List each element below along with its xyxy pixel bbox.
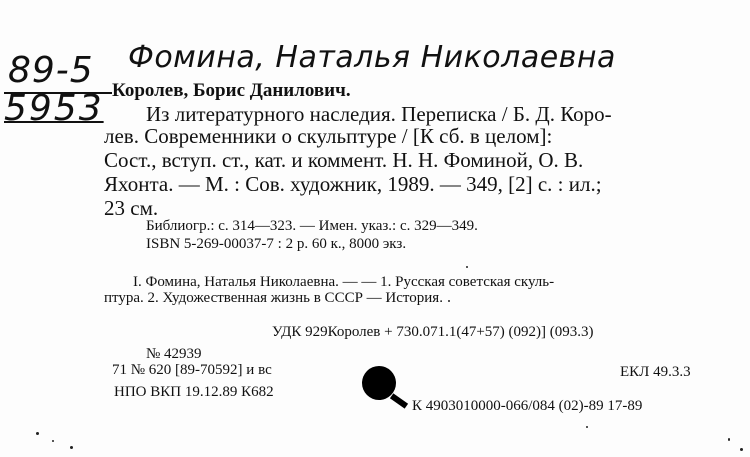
body-line: Сост., вступ. ст., кат. и коммент. Н. Н. Фоминой, О. В. [104, 148, 584, 172]
speck [728, 438, 730, 441]
body-line: лев. Современники о скульптуре / [К сб. в целом]: [104, 124, 553, 148]
handwritten-call-number-bottom: 5953 [4, 88, 104, 129]
tracing-line: птура. 2. Художественная жизнь в СССР — История. [104, 290, 443, 306]
ekl-classification: ЕКЛ 49.3.3 [620, 364, 691, 380]
order-number: 71 № 620 [89-70592] и вс [112, 362, 272, 378]
speck [740, 448, 743, 451]
body-line: 23 см. [104, 196, 159, 220]
body-line: Из литературного наследия. Переписка / Б. Д. Коро- [146, 102, 612, 126]
handwritten-call-number-top: 89-5 [8, 50, 94, 91]
body-line: Яхонта. — М. : Сов. художник, 1989. — 349, [2] с. : ил.; [104, 172, 602, 196]
speck [466, 266, 468, 268]
speck [70, 446, 73, 449]
bibliography-note: Библиогр.: с. 314—323. — Имен. указ.: с. 329—349. [146, 218, 478, 234]
handwritten-compiler-name: Фомина, Наталья Николаевна [128, 40, 616, 75]
ink-blot-tail [390, 393, 408, 408]
tracing-line: I. Фомина, Наталья Николаевна. — — 1. Русская советская скуль- [133, 274, 555, 290]
udk-classification: УДК 929Королев + 730.071.1(47+57) (092)] (093.3) [272, 324, 594, 340]
speck [448, 300, 450, 302]
speck [36, 432, 39, 435]
speck [586, 426, 588, 428]
card-number: № 42939 [146, 346, 202, 362]
k-code: К 4903010000-066/084 (02)-89 17-89 [412, 398, 643, 414]
isbn-note: ISBN 5-269-00037-7 : 2 р. 60 к., 8000 экз. [146, 236, 407, 252]
card-heading-author: Королев, Борис Данилович. [112, 80, 351, 101]
speck [52, 440, 54, 442]
printer-imprint: НПО ВКП 19.12.89 К682 [114, 384, 274, 400]
